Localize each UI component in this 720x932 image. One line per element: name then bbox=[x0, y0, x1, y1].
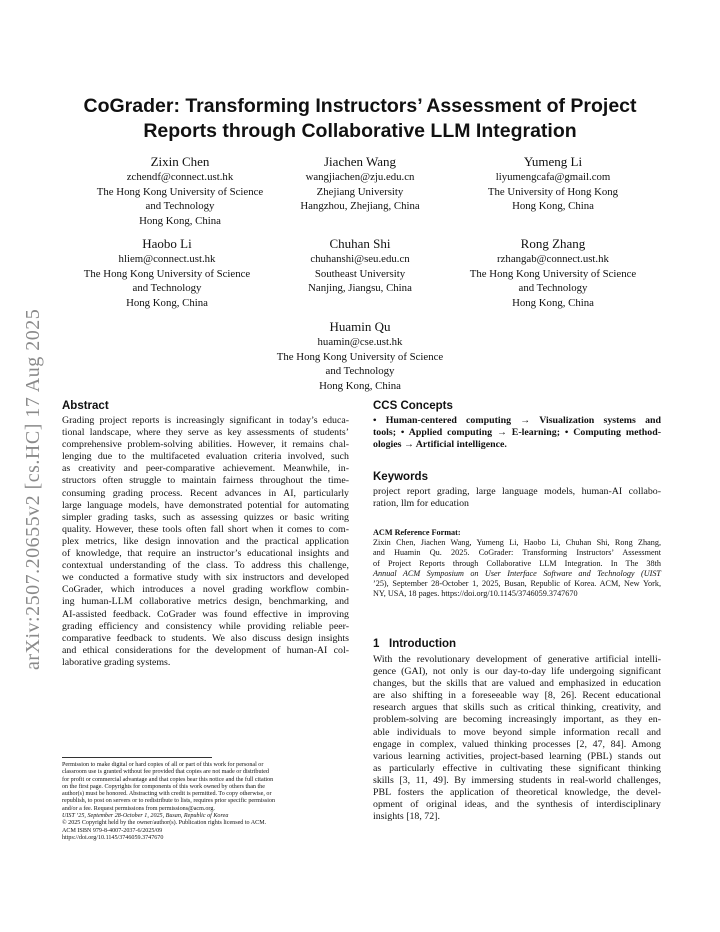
intro-line: problem-solving are becoming increasingly important, as they en- bbox=[373, 714, 661, 726]
acm-ref-line: Annual ACM Symposium on User Interface Software and Technology (UIST bbox=[373, 568, 661, 578]
author-affil: Hong Kong, China bbox=[126, 296, 208, 309]
author-affil: Hong Kong, China bbox=[512, 200, 594, 212]
author-block bbox=[240, 318, 480, 393]
abstract-line: consuming grading process. Recent advances in AI, particularly bbox=[62, 487, 349, 499]
intro-line: various learning activities, project-based learning (PBL) stands out bbox=[373, 750, 661, 762]
author-name: Huamin Qu bbox=[329, 319, 391, 334]
keywords-line: project report grading, large language models, human-AI collabo- bbox=[373, 486, 661, 497]
acm-ref-line: ’25), September 28-October 1, 2025, Busan, Republic of Korea. ACM, New York, bbox=[373, 579, 661, 589]
intro-line: as particularly effective in cultivating these significant thinking bbox=[373, 762, 661, 774]
footnote-line: classroom use is granted without fee provided that copies are not made or distributed bbox=[62, 769, 269, 776]
author-affil: The Hong Kong University of Science bbox=[96, 185, 264, 198]
intro-line: able individuals to move beyond simple information recall and bbox=[373, 726, 661, 738]
section-title: Introduction bbox=[389, 638, 457, 650]
abstract-line: as creativity and peer-comparative achievement. Meanwhile, in- bbox=[62, 463, 349, 475]
section-heading bbox=[373, 638, 661, 650]
ccs-line: tools; • Applied computing → E-learning; • Computing method- bbox=[373, 427, 661, 439]
author-affil: Hong Kong, China bbox=[512, 296, 594, 309]
copyright-footnote bbox=[62, 762, 349, 842]
abstract-line: Grading project reports is increasingly significant in today’s educa- bbox=[62, 415, 349, 426]
footnote-line: © 2025 Copyright held by the owner/author(s). Publication rights licensed to ACM. bbox=[62, 820, 267, 827]
intro-line: With the revolutionary development of generative artificial intelli- bbox=[373, 654, 661, 665]
author-affil: Southeast University bbox=[314, 267, 406, 280]
introduction-section bbox=[373, 638, 661, 823]
acm-ref-line[interactable]: NY, USA, 18 pages. https://doi.org/10.1145/3746059.3747670 bbox=[373, 589, 578, 599]
author-affil: and Technology bbox=[132, 282, 202, 294]
ccs-section bbox=[373, 400, 661, 451]
ccs-heading: CCS Concepts bbox=[373, 400, 453, 412]
acm-ref-heading: ACM Reference Format: bbox=[373, 528, 461, 537]
intro-line: insights [18, 72]. bbox=[373, 811, 440, 823]
author-affil: and Technology bbox=[518, 282, 588, 294]
arxiv-stamp: arXiv:2507.20655v2 [cs.HC] 17 Aug 2025 bbox=[22, 308, 44, 670]
footnote-line: UIST ’25, September 28-October 1, 2025, Busan, Republic of Korea bbox=[62, 813, 229, 820]
footnote-line: Permission to make digital or hard copies of all or part of this work for personal or bbox=[62, 762, 264, 768]
abstract-line: we conducted a formative study with six instructors and developed bbox=[62, 572, 349, 584]
keywords-section bbox=[373, 471, 661, 510]
title-line: Reports through Collaborative LLM Integration bbox=[143, 120, 577, 142]
abstract-line: CoGrader, which introduces a novel grading workflow combin- bbox=[62, 584, 349, 596]
abstract-line: large language models, have demonstrated potential for automating bbox=[62, 499, 349, 511]
abstract-line: comparative feedback to students. We also discuss design insights bbox=[62, 632, 349, 644]
abstract-line: grading efficiency and consistency while providing reliable peer- bbox=[62, 620, 349, 632]
intro-line: gence (GAI), not only is our day-to-day life undergoing significant bbox=[373, 666, 661, 678]
author-affil: Hong Kong, China bbox=[139, 214, 221, 227]
abstract-line: quality. However, these tools often fall short when it comes to com- bbox=[62, 523, 349, 535]
footnote-line: ACM ISBN 979-8-4007-2037-6/2025/09 bbox=[62, 827, 163, 834]
abstract-line: plex metrics, like design innovation and the practical application bbox=[62, 535, 349, 547]
author-email[interactable]: zchendf@connect.ust.hk bbox=[126, 171, 234, 183]
acm-reference bbox=[373, 528, 661, 599]
intro-line: engage in complex, valued thinking processes [2, 47, 84]. Among bbox=[373, 738, 661, 750]
abstract-line: tional landscape, where they serve as key assessments of students’ bbox=[62, 427, 349, 439]
author-block bbox=[433, 235, 673, 310]
abstract-line: comprehensive problem-solving abilities. However, it remains chal- bbox=[62, 439, 349, 451]
footnote-line: for profit or commercial advantage and that copies bear this notice and the full citation bbox=[62, 776, 274, 783]
author-name: Haobo Li bbox=[142, 236, 192, 251]
ccs-line: • Human-centered computing → Visualization systems and bbox=[373, 415, 661, 426]
author-affil: Zhejiang University bbox=[316, 185, 404, 198]
author-name: Chuhan Shi bbox=[329, 236, 391, 251]
author-name: Yumeng Li bbox=[523, 154, 583, 169]
abstract-line: and ethical considerations for the development of human-AI col- bbox=[62, 644, 349, 656]
abstract-body bbox=[62, 415, 349, 669]
abstract-section bbox=[62, 400, 349, 669]
introduction-body bbox=[373, 654, 661, 823]
author-email[interactable]: wangjiachen@zju.edu.cn bbox=[305, 171, 415, 183]
author-affil: The Hong Kong University of Science bbox=[83, 267, 251, 280]
abstract-line: simpler grading tasks, such as assessing quizzes or basic writing bbox=[62, 511, 349, 523]
author-email[interactable]: rzhangab@connect.ust.hk bbox=[497, 253, 609, 265]
author-email[interactable]: chuhanshi@seu.edu.cn bbox=[310, 253, 410, 265]
acm-ref-line: of Project Reports through Collaborative LLM Integration. In The 38th bbox=[373, 558, 661, 568]
footnote-line: republish, to post on servers or to redistribute to lists, requires prior specific permission bbox=[62, 798, 276, 805]
footnote-line[interactable]: https://doi.org/10.1145/3746059.3747670 bbox=[62, 834, 164, 841]
intro-line: changes, but the skills that are valued and emphasized in education bbox=[373, 678, 661, 690]
author-block bbox=[433, 153, 673, 214]
author-email[interactable]: liyumengcafa@gmail.com bbox=[495, 171, 611, 183]
paper-title bbox=[70, 94, 650, 144]
abstract-line: structors often struggle to maintain fairness throughout the time- bbox=[62, 475, 349, 487]
author-affil: and Technology bbox=[325, 365, 395, 377]
title-line: CoGrader: Transforming Instructors’ Assessment of Project bbox=[83, 95, 637, 117]
author-affil: The Hong Kong University of Science bbox=[276, 350, 444, 363]
author-affil: Hong Kong, China bbox=[319, 379, 401, 392]
footnote-line: on the first page. Copyrights for components of this work owned by others than the bbox=[62, 783, 265, 790]
footnote-line: author(s) must be honored. Abstracting with credit is permitted. To copy otherwise, or bbox=[62, 791, 272, 798]
author-name: Jiachen Wang bbox=[324, 154, 396, 169]
author-affil: Hangzhou, Zhejiang, China bbox=[300, 200, 420, 212]
abstract-heading: Abstract bbox=[62, 400, 109, 412]
author-name: Zixin Chen bbox=[150, 154, 210, 169]
acm-ref-line: Zixin Chen, Jiachen Wang, Yumeng Li, Haobo Li, Chuhan Shi, Rong Zhang, bbox=[373, 538, 661, 548]
keywords-heading: Keywords bbox=[373, 471, 428, 483]
intro-line: are also shifting in a foreseeable way [8, 26]. Recent educational bbox=[373, 690, 661, 702]
intro-line: skills [3, 11, 49]. By immersing students in real-world challenges, bbox=[373, 774, 661, 786]
abstract-line: of knowledge, that require an instructor’s educational insights and bbox=[62, 548, 349, 560]
section-number: 1 bbox=[373, 638, 380, 650]
author-affil: and Technology bbox=[145, 200, 215, 212]
abstract-line: laborative grading systems. bbox=[62, 656, 171, 668]
acm-ref-line: and Huamin Qu. 2025. CoGrader: Transforming Instructors’ Assessment bbox=[373, 548, 661, 558]
author-affil: The University of Hong Kong bbox=[487, 185, 619, 198]
ccs-body bbox=[373, 415, 661, 451]
ccs-line: ologies → Artificial intelligence. bbox=[373, 439, 507, 451]
abstract-line: lenging due to the multifaceted evaluation criteria involved, such bbox=[62, 451, 349, 463]
abstract-line: AI-assisted feedback. CoGrader was found effective in improving bbox=[62, 608, 349, 620]
author-email[interactable]: hliem@connect.ust.hk bbox=[118, 253, 216, 265]
keywords-line: ration, llm for education bbox=[373, 498, 469, 510]
intro-line: PBL fosters the application of theoretical knowledge, the devel- bbox=[373, 787, 661, 799]
footnote-line: and/or a fee. Request permissions from permissions@acm.org. bbox=[62, 805, 215, 812]
intro-line: research argues that skills such as critical thinking, creativity, and bbox=[373, 702, 661, 714]
author-name: Rong Zhang bbox=[520, 236, 586, 251]
abstract-line: contextual understanding of the class. To address this challenge, bbox=[62, 560, 349, 572]
abstract-line: ing human-LLM collaborative metrics design, benchmarking, and bbox=[62, 596, 349, 608]
author-affil: The Hong Kong University of Science bbox=[469, 267, 637, 280]
author-affil: Nanjing, Jiangsu, China bbox=[308, 282, 412, 294]
footnote-rule bbox=[62, 757, 212, 758]
intro-line: opment of original ideas, and the synthesis of interdisciplinary bbox=[373, 799, 661, 811]
keywords-body bbox=[373, 486, 661, 510]
author-email[interactable]: huamin@cse.ust.hk bbox=[317, 336, 403, 348]
